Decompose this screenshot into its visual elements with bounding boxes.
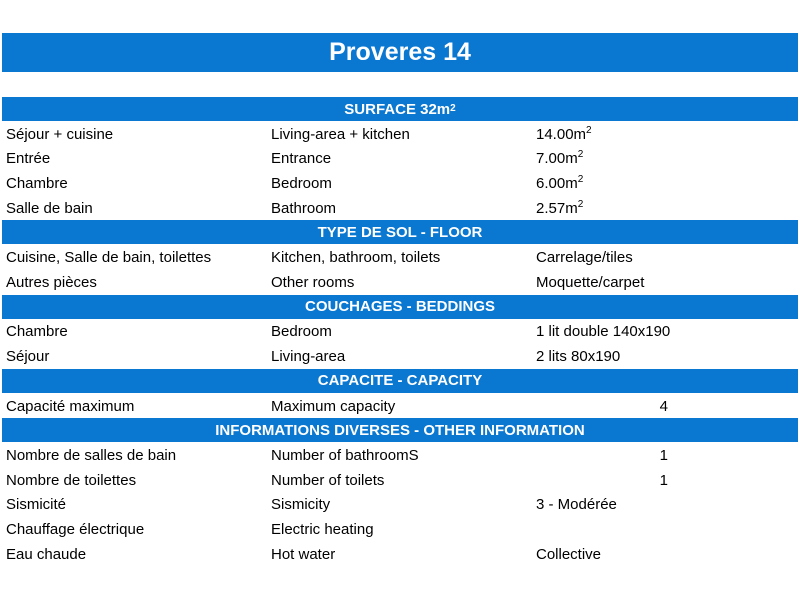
english-label: Other rooms [271,273,355,291]
value-text: 6.00m [536,174,578,192]
english-label: Electric heating [271,520,374,538]
page-title: Proveres 14 [2,33,798,72]
table-row [2,171,798,196]
value-text: 7.00m [536,150,578,168]
value-cell [532,472,798,489]
table-row [2,344,798,369]
value-superscript: 2 [577,149,584,161]
value-text: 4 [659,397,668,415]
value-cell [532,323,798,340]
value-text: 1 lit double 140x190 [536,323,671,341]
french-label: Entrée [6,150,51,168]
english-label: Living-area [271,347,346,365]
english-label: Bathroom [271,199,337,217]
value-text: Carrelage/tiles [536,249,633,267]
table-row [2,270,798,295]
french-label: Nombre de toilettes [6,471,137,489]
value-cell [532,126,798,143]
table-row [2,122,798,147]
value-text: 3 - Modérée [536,496,617,514]
value-text: 1 [659,471,668,489]
value-cell [532,150,798,167]
value-superscript: 2 [577,173,584,185]
table-row [2,320,798,345]
french-label: Séjour [6,347,50,365]
section-heading [2,220,798,244]
value-text: 2.57m [536,199,578,217]
value-text: 2 lits 80x190 [536,347,621,365]
value-cell [532,200,798,217]
section-heading [2,418,798,442]
table-row [2,443,798,468]
french-label: Sismicité [6,496,67,514]
section-heading [2,369,798,393]
english-label: Bedroom [271,323,332,341]
value-cell [532,348,798,365]
section-heading-text: TYPE DE SOL - FLOOR [317,223,483,241]
value-text: 1 [659,447,668,465]
section-heading-text: CAPACITE - CAPACITY [317,372,483,390]
value-text: 14.00m [536,125,587,143]
table-row [2,468,798,493]
french-label: Chambre [6,323,68,341]
value-cell [532,398,798,415]
english-label: Kitchen, bathroom, toilets [271,249,441,267]
english-label: Bedroom [271,174,332,192]
table-row [2,542,798,567]
section-heading-text: INFORMATIONS DIVERSES - OTHER INFORMATION [215,421,585,439]
french-label: Autres pièces [6,273,97,291]
table-row [2,394,798,419]
french-label: Salle de bain [6,199,93,217]
value-cell [532,447,798,464]
french-label: Séjour + cuisine [6,125,114,143]
value-cell [532,175,798,192]
section-heading-text: COUCHAGES - BEDDINGS [304,298,495,316]
value-superscript: 2 [586,124,592,136]
english-label: Sismicity [271,496,331,514]
english-label: Living-area + kitchen [271,125,410,143]
table-row [2,245,798,270]
value-cell [532,249,798,266]
value-text: Collective [536,545,602,563]
english-label: Number of bathroomS [271,447,419,465]
french-label: Eau chaude [6,545,87,563]
english-label: Hot water [271,545,336,563]
english-label: Number of toilets [271,471,385,489]
value-cell [532,546,798,563]
section-heading [2,295,798,319]
english-label: Entrance [271,150,332,168]
table-row [2,147,798,172]
section-heading-text: SURFACE 32m [344,100,451,118]
english-label: Maximum capacity [271,397,396,415]
table-row [2,196,798,221]
value-cell [532,274,798,291]
french-label: Cuisine, Salle de bain, toilettes [6,249,212,267]
french-label: Chauffage électrique [6,520,145,538]
french-label: Nombre de salles de bain [6,447,177,465]
section-heading: SURFACE 32m 2 [2,97,798,121]
table-row [2,493,798,518]
value-superscript: 2 [577,198,584,210]
value-text: Moquette/carpet [536,273,645,291]
french-label: Chambre [6,174,68,192]
info-sheet [2,97,798,566]
french-label: Capacité maximum [6,397,135,415]
value-cell [532,496,798,513]
table-row [2,517,798,542]
